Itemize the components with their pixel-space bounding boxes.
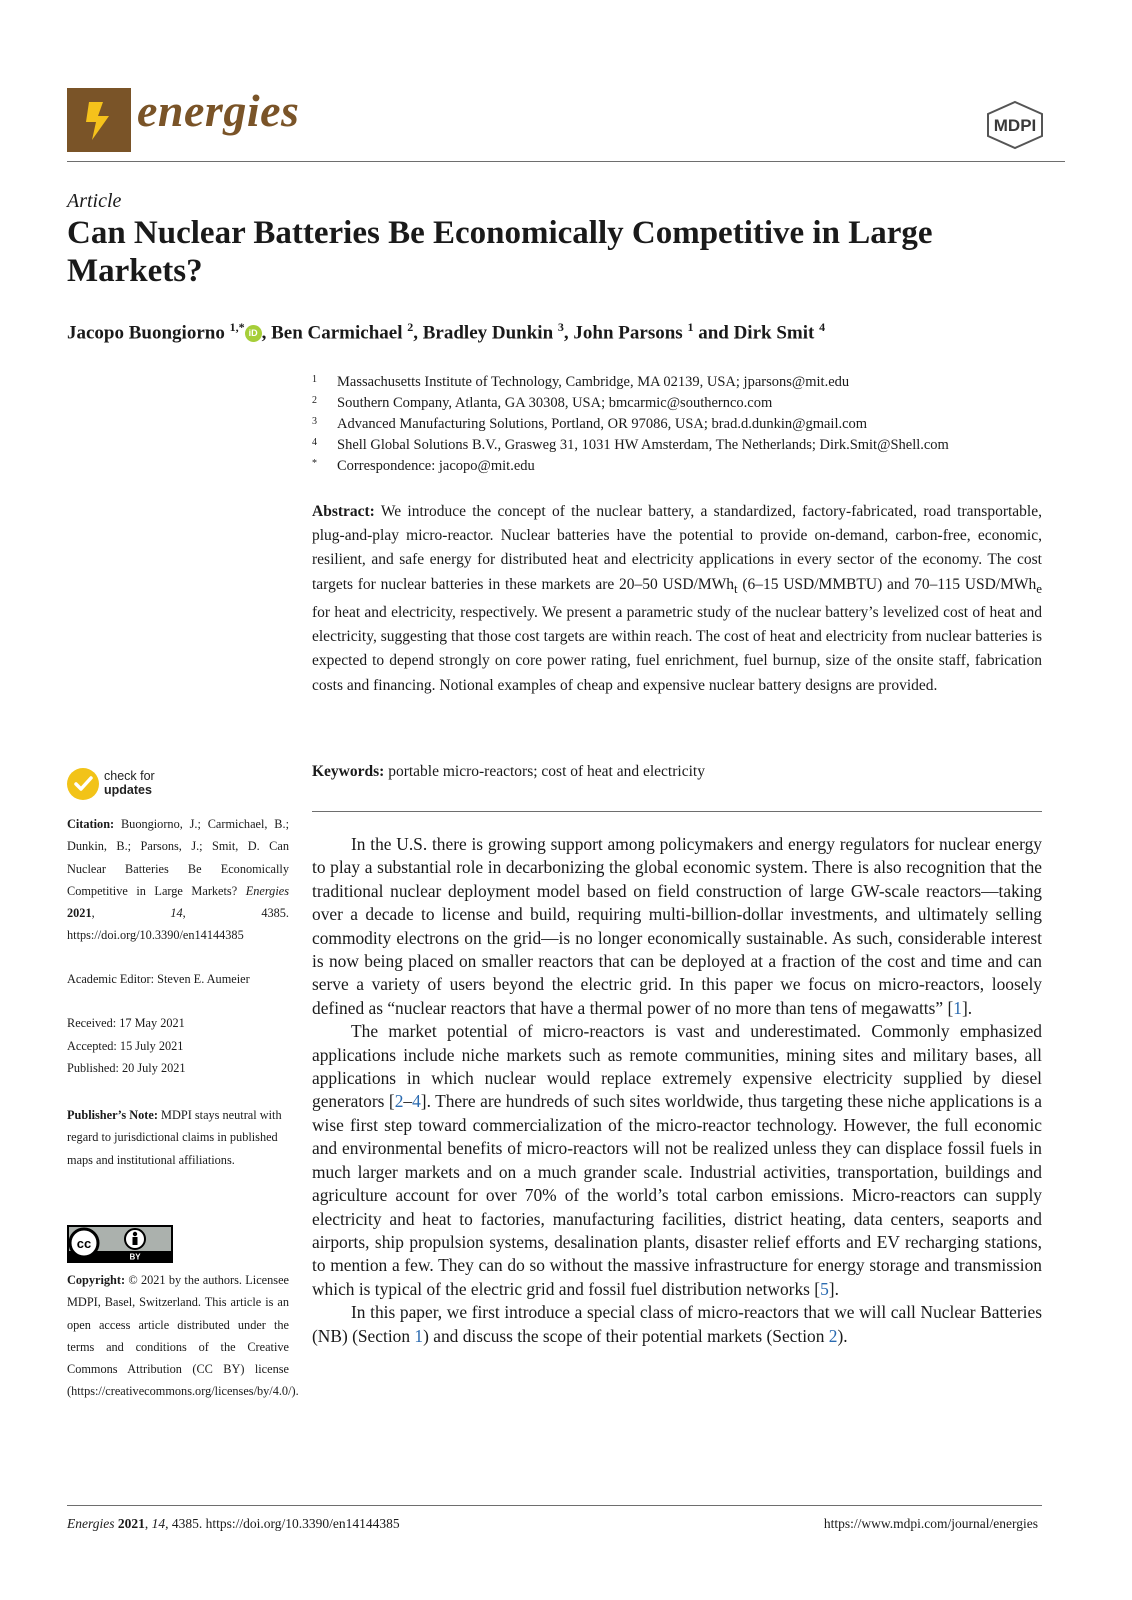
affiliation-mark: * bbox=[312, 458, 317, 469]
citation-volume: 14 bbox=[170, 906, 183, 921]
affiliation-item bbox=[312, 414, 949, 435]
affiliations bbox=[312, 372, 949, 477]
mdpi-logo-text: MDPI bbox=[993, 116, 1037, 135]
paragraph: The market potential of micro-reactors is vast and underestimated. Commonly emphasized applications include niche markets such as remote communities, mining sites and military bases, all applications in which nuclear would replace extremely expensive electricity supplied by diesel generators [2–4]. There are hundreds of such sites worldwide, thus targeting these niche applications is a wise first step toward commercialization of the micro-reactor technology. However, the full economic and environmental benefits of micro-reactors will not be realized unless they can displace fossil fuels in much larger markets and on a much grander scale. Industrial activities, transportation, buildings and agriculture account for over 70% of the world’s total carbon emissions. Micro-reactors can supply electricity and heat to factories, manufacturing facilities, district heating, data centers, seaports and airports, ship propulsion systems, desalination plants, disaster relief efforts and EV recharging stations, to mention a few. They can do so without the massive infrastructure for energy storage and transmission which is typical of the electric grid and fossil fuel distribution networks [5]. bbox=[312, 1021, 1042, 1299]
footer-citation: Energies 2021, 14, 4385. https://doi.org/10.3390/en14144385 bbox=[67, 1516, 400, 1531]
journal-logo bbox=[67, 88, 131, 152]
paragraph: In this paper, we first introduce a special class of micro-reactors that we will call Nuclear Batteries (NB) (Section 1) and discuss the scope of their potential markets (Section 2). bbox=[312, 1302, 1042, 1346]
author-affiliation-mark: 1,* bbox=[229, 320, 245, 334]
publisher-note-text: MDPI stays neutral with regard to jurisdictional claims in published maps and institutional affiliations. bbox=[67, 1108, 282, 1167]
header-rule bbox=[67, 161, 1065, 162]
abstract-text: We introduce the concept of the nuclear battery, a standardized, factory-fabricated, road transportable, plug-and-play micro-reactor. Nuclear batteries have the potential to provide on-demand, carbon-free, economic, resilient, and safe energy for distributed heat and electricity applications in every sector of the economy. The cost targets for nuclear batteries in these markets are 20–50 USD/MWh bbox=[312, 503, 1042, 593]
article-type: Article bbox=[67, 190, 122, 212]
body-text bbox=[312, 833, 1042, 1348]
orcid-icon[interactable]: iD bbox=[245, 325, 262, 342]
affiliation-item bbox=[312, 435, 949, 456]
mdpi-logo[interactable] bbox=[984, 100, 1046, 150]
paragraph: In the U.S. there is growing support among policymakers and energy regulators for nuclear energy to play a substantial role in decarbonizing the global economic system. There is also recognition that the traditional nuclear deployment model based on field construction of large GW-scale reactors—taking over a decade to license and build, requiring multi-billion-dollar investments, and ultimately selling commodity electrons on the grid—is no longer economically sustainable. As such, considerable interest is now being placed on smaller reactors that can be deployed at a fraction of the cost and time and can serve a variety of users beyond the electric grid. In this paper we focus on micro-reactors, loosely defined as “nuclear reactors that have a thermal power of no more than tens of megawatts” [1]. bbox=[312, 834, 1042, 1018]
svg-text:cc: cc bbox=[76, 1236, 92, 1251]
citation-doi[interactable]: , 4385. https://doi.org/10.3390/en14144385 bbox=[67, 906, 289, 943]
keywords-label: Keywords: bbox=[312, 763, 385, 780]
affiliation-mark: 2 bbox=[312, 395, 317, 406]
copyright-label: Copyright: bbox=[67, 1273, 126, 1287]
section-link[interactable]: 2 bbox=[828, 1325, 838, 1346]
citation-journal: Energies bbox=[245, 883, 289, 898]
copyright-text: © 2021 by the authors. Licensee MDPI, Basel, Switzerland. This article is an open access article distributed under the terms and conditions of the Creative Commons Attribution (CC BY) license (https://creativecommons.org/licenses/by/4.0/). bbox=[67, 1273, 299, 1399]
affiliation-mark: 3 bbox=[312, 416, 317, 427]
citation-link[interactable]: 4 bbox=[412, 1091, 421, 1112]
keywords bbox=[312, 763, 705, 781]
check-label: check for bbox=[104, 769, 155, 783]
citation-link[interactable]: 5 bbox=[820, 1278, 829, 1299]
citation-block: Citation: Buongiorno, J.; Carmichael, B.; Dunkin, B.; Parsons, J.; Smit, D. Can Nuclear Batteries Be Economically Competitive in Large Markets? Energies 2021, 14, 4385. https://doi.org/10.3390/en14144385 bbox=[67, 817, 289, 943]
footer-volume: 14 bbox=[151, 1516, 166, 1531]
affiliation-mark: 4 bbox=[312, 437, 317, 448]
academic-editor: Academic Editor: Steven E. Aumeier bbox=[67, 972, 250, 986]
citation-label: Citation: bbox=[67, 817, 115, 831]
author-name[interactable]: Ben Carmichael bbox=[271, 322, 403, 344]
abstract-label: Abstract: bbox=[312, 503, 375, 520]
citation-link[interactable]: 1 bbox=[953, 997, 962, 1018]
abstract-subscript: e bbox=[1036, 580, 1042, 596]
footer-rule bbox=[67, 1505, 1042, 1506]
lightning-icon bbox=[67, 88, 131, 152]
author-name[interactable]: Bradley Dunkin bbox=[422, 322, 554, 344]
accepted-date: Accepted: 15 July 2021 bbox=[67, 1039, 184, 1053]
author-name[interactable]: Dirk Smit bbox=[733, 322, 815, 344]
author-affiliation-mark: 2 bbox=[407, 320, 414, 334]
author-name[interactable]: Jacopo Buongiorno bbox=[67, 322, 225, 344]
publisher-note-label: Publisher’s Note: bbox=[67, 1108, 158, 1122]
copyright-block bbox=[67, 1269, 299, 1403]
keywords-text: portable micro-reactors; cost of heat and electricity bbox=[388, 763, 705, 780]
abstract-text: for heat and electricity, respectively. We present a parametric study of the nuclear battery’s levelized cost of heat and electricity, suggesting that those cost targets are within reach. The cost of heat and electricity from nuclear batteries is expected to depend strongly on core power rating, fuel enrichment, fuel burnup, size of the onsite staff, fabrication costs and financing. Notional examples of cheap and expensive nuclear battery designs are provided. bbox=[312, 603, 1042, 694]
check-icon bbox=[67, 768, 99, 800]
published-date: Published: 20 July 2021 bbox=[67, 1061, 186, 1075]
author-affiliation-mark: 1 bbox=[687, 320, 694, 334]
citation-year: 2021 bbox=[67, 906, 92, 921]
author-affiliation-mark: 4 bbox=[819, 320, 826, 334]
paper-title: Can Nuclear Batteries Be Economically Competitive in Large Markets? bbox=[67, 215, 933, 289]
affiliation-text: Shell Global Solutions B.V., Grasweg 31, 1031 HW Amsterdam, The Netherlands; Dirk.Smit@Shell.com bbox=[337, 437, 949, 453]
journal-url[interactable]: https://www.mdpi.com/journal/energies bbox=[823, 1516, 1038, 1531]
affiliation-text: Southern Company, Atlanta, GA 30308, USA; bmcarmic@southernco.com bbox=[337, 395, 773, 411]
abstract-subscript: t bbox=[733, 580, 738, 596]
correspondence-text: Correspondence: jacopo@mit.edu bbox=[337, 458, 535, 474]
abstract-text: (6–15 USD/MMBTU) and 70–115 USD/MWh bbox=[737, 575, 1037, 593]
abstract bbox=[312, 500, 1042, 698]
received-date: Received: 17 May 2021 bbox=[67, 1016, 185, 1030]
publisher-note bbox=[67, 1104, 289, 1171]
journal-name: energies bbox=[137, 85, 300, 136]
footer-journal: Energies bbox=[67, 1516, 115, 1531]
citation-text: Buongiorno, J.; Carmichael, B.; Dunkin, B.; Parsons, J.; Smit, D. Can Nuclear Batteries Be Economically Competitive in Large Markets? bbox=[67, 817, 289, 898]
updates-label: updates bbox=[104, 783, 152, 797]
footer-year: 2021 bbox=[117, 1516, 145, 1531]
affiliation-text: Massachusetts Institute of Technology, Cambridge, MA 02139, USA; jparsons@mit.edu bbox=[337, 374, 850, 390]
author-affiliation-mark: 3 bbox=[557, 320, 564, 334]
cc-by-license-badge[interactable] bbox=[67, 1225, 173, 1263]
section-link[interactable]: 1 bbox=[414, 1325, 424, 1346]
affiliation-item bbox=[312, 393, 949, 414]
footer-doi[interactable]: , 4385. https://doi.org/10.3390/en14144385 bbox=[165, 1516, 400, 1531]
author-list: Jacopo Buongiorno $^{1,*}$ iD , Ben Carmichael $^2$, Bradley Dunkin $^3$, John Parsons $^1$ and Dirk Smit $^4$ bbox=[67, 320, 826, 344]
affiliation-item bbox=[312, 456, 949, 477]
affiliation-mark: 1 bbox=[312, 374, 317, 385]
affiliation-item bbox=[312, 372, 949, 393]
author-name[interactable]: John Parsons bbox=[573, 322, 683, 344]
affiliation-text: Advanced Manufacturing Solutions, Portland, OR 97086, USA; brad.d.dunkin@gmail.com bbox=[337, 416, 868, 432]
citation-link[interactable]: 2 bbox=[394, 1091, 404, 1112]
cc-by-text: BY bbox=[129, 1252, 141, 1262]
section-rule bbox=[312, 811, 1042, 812]
